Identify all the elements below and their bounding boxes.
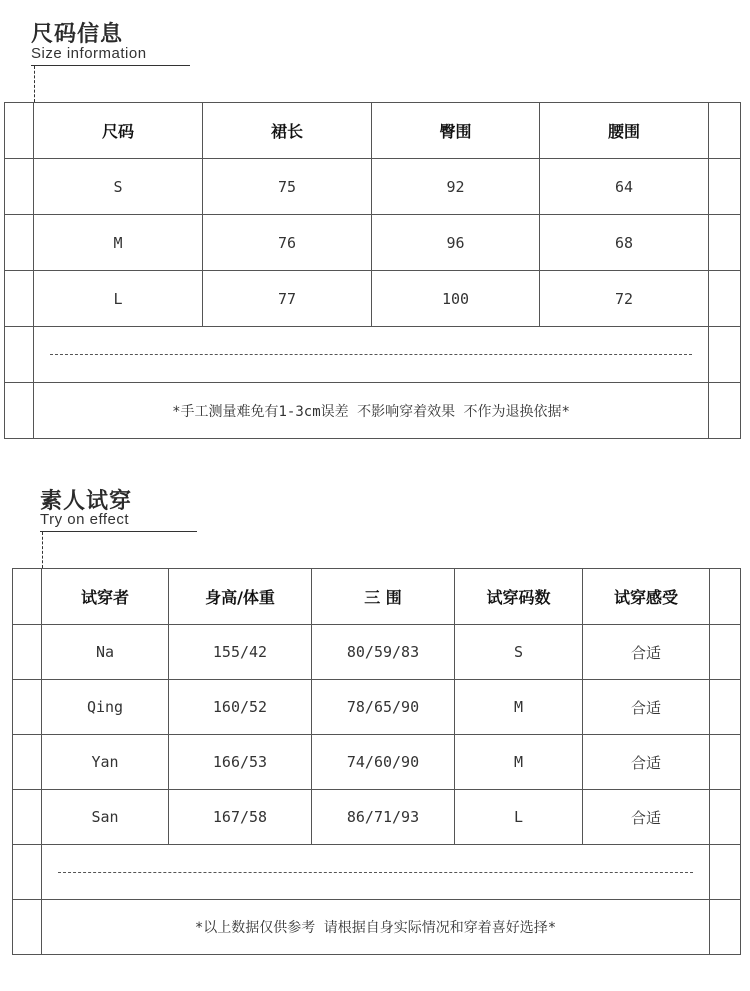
edge-cell (13, 625, 42, 680)
table-row (5, 271, 741, 327)
feeling-value: 合适 (583, 735, 710, 790)
edge-cell (5, 271, 34, 327)
size-section-subtitle: Size information (31, 45, 147, 62)
try-size-value: L (455, 790, 583, 845)
skirt-length-value: 75 (203, 159, 372, 215)
edge-cell (710, 680, 741, 735)
measurements-value: 74/60/90 (312, 735, 455, 790)
edge-cell (710, 625, 741, 680)
edge-cell (710, 569, 741, 625)
try-note: *以上数据仅供参考 请根据自身实际情况和穿着喜好选择* (42, 900, 710, 955)
header-height-weight: 身高/体重 (169, 569, 312, 625)
separator-row (13, 845, 741, 900)
header-tester: 试穿者 (42, 569, 169, 625)
dashed-separator (50, 354, 692, 355)
header-feeling: 试穿感受 (583, 569, 710, 625)
try-on-table (12, 568, 741, 955)
tester-name: San (42, 790, 169, 845)
header-try-size: 试穿码数 (455, 569, 583, 625)
edge-cell (710, 790, 741, 845)
edge-cell (13, 735, 42, 790)
edge-cell (5, 215, 34, 271)
header-measurements: 三 围 (312, 569, 455, 625)
waist-value: 64 (540, 159, 709, 215)
edge-cell (5, 159, 34, 215)
header-waist: 腰围 (540, 103, 709, 159)
edge-cell (13, 790, 42, 845)
try-size-value: M (455, 735, 583, 790)
height-weight-value: 160/52 (169, 680, 312, 735)
feeling-value: 合适 (583, 625, 710, 680)
size-section-title: 尺码信息 (31, 21, 124, 47)
edge-cell (709, 383, 741, 439)
edge-cell (710, 735, 741, 790)
tester-name: Yan (42, 735, 169, 790)
try-section-dashed-connector (42, 532, 43, 568)
feeling-value: 合适 (583, 680, 710, 735)
header-skirt-length: 裙长 (203, 103, 372, 159)
separator-row (5, 327, 741, 383)
edge-cell (709, 103, 741, 159)
hip-value: 96 (372, 215, 540, 271)
size-note: *手工测量难免有1-3cm误差 不影响穿着效果 不作为退换依据* (34, 383, 709, 439)
tester-name: Na (42, 625, 169, 680)
dashed-separator-cell (42, 845, 710, 900)
hip-value: 100 (372, 271, 540, 327)
header-size: 尺码 (34, 103, 203, 159)
size-value: L (34, 271, 203, 327)
edge-cell (5, 383, 34, 439)
skirt-length-value: 76 (203, 215, 372, 271)
table-row (13, 735, 741, 790)
edge-cell (709, 159, 741, 215)
edge-cell (710, 845, 741, 900)
edge-cell (13, 845, 42, 900)
size-section-underline (31, 65, 190, 66)
size-table (4, 102, 741, 439)
height-weight-value: 155/42 (169, 625, 312, 680)
edge-cell (709, 215, 741, 271)
height-weight-value: 167/58 (169, 790, 312, 845)
measurements-value: 80/59/83 (312, 625, 455, 680)
size-value: M (34, 215, 203, 271)
try-size-value: M (455, 680, 583, 735)
measurements-value: 78/65/90 (312, 680, 455, 735)
height-weight-value: 166/53 (169, 735, 312, 790)
edge-cell (13, 680, 42, 735)
skirt-length-value: 77 (203, 271, 372, 327)
tester-name: Qing (42, 680, 169, 735)
table-row (13, 625, 741, 680)
edge-cell (709, 271, 741, 327)
note-row (13, 900, 741, 955)
table-row (13, 680, 741, 735)
try-size-value: S (455, 625, 583, 680)
edge-cell (709, 327, 741, 383)
size-value: S (34, 159, 203, 215)
dashed-separator-cell (34, 327, 709, 383)
table-row (5, 159, 741, 215)
try-section-subtitle: Try on effect (40, 511, 130, 528)
hip-value: 92 (372, 159, 540, 215)
edge-cell (13, 569, 42, 625)
table-row (5, 215, 741, 271)
try-table-header-row (13, 569, 741, 625)
try-section-title: 素人试穿 (40, 488, 133, 514)
edge-cell (710, 900, 741, 955)
waist-value: 68 (540, 215, 709, 271)
note-row (5, 383, 741, 439)
measurements-value: 86/71/93 (312, 790, 455, 845)
feeling-value: 合适 (583, 790, 710, 845)
try-section-underline (40, 531, 197, 532)
size-section-dashed-connector (34, 66, 35, 102)
table-row (13, 790, 741, 845)
edge-cell (5, 103, 34, 159)
waist-value: 72 (540, 271, 709, 327)
dashed-separator (58, 872, 693, 873)
size-table-header-row (5, 103, 741, 159)
edge-cell (13, 900, 42, 955)
header-hip: 臀围 (372, 103, 540, 159)
edge-cell (5, 327, 34, 383)
